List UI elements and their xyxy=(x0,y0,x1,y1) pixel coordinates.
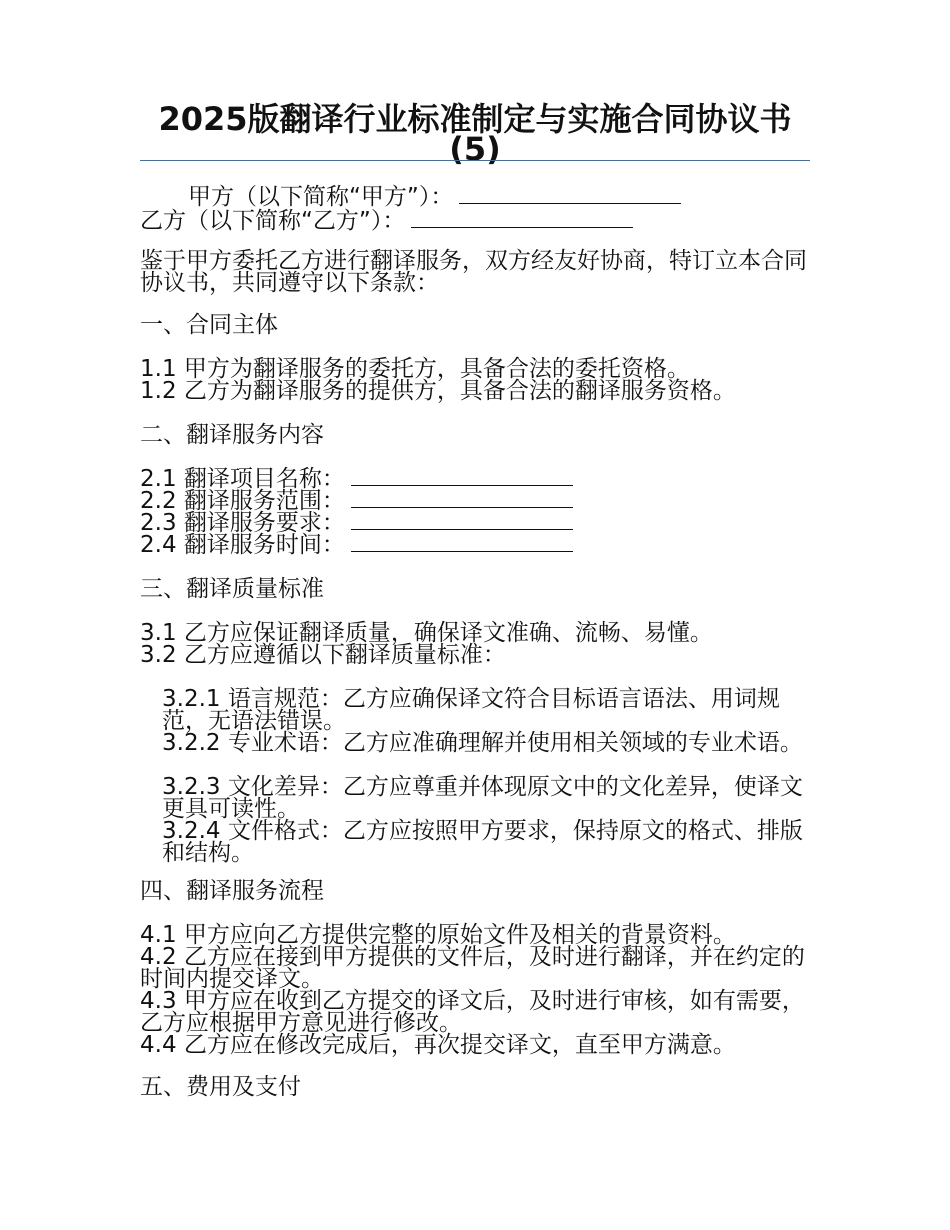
section-2-heading: 二、翻译服务内容 xyxy=(140,422,324,448)
clause-3-2: 3.2 乙方应遵循以下翻译质量标准： xyxy=(140,642,506,668)
clause-3-2-1: 3.2.1 语言规范：乙方应确保译文符合目标语言语法、用词规范，无语法错误。 xyxy=(162,686,780,734)
clause-2-2-label: 2.2 翻译服务范围： xyxy=(140,488,345,514)
clause-2-4-blank xyxy=(351,537,573,552)
clause-3-2-4: 3.2.4 文件格式：乙方应按照甲方要求，保持原文的格式、排版和结构。 xyxy=(162,818,803,866)
clause-2-1-label: 2.1 翻译项目名称： xyxy=(140,466,345,492)
party-b-label: 乙方（以下简称“乙方”）： xyxy=(140,208,406,234)
clause-1-2: 1.2 乙方为翻译服务的提供方，具备合法的翻译服务资格。 xyxy=(140,378,736,404)
clause-2-3 xyxy=(140,512,812,534)
clause-2-3-label: 2.3 翻译服务要求： xyxy=(140,510,345,536)
clause-2-3-blank xyxy=(351,515,573,530)
clause-1-1: 1.1 甲方为翻译服务的委托方，具备合法的委托资格。 xyxy=(140,356,690,382)
intro-paragraph: 鉴于甲方委托乙方进行翻译服务，双方经友好协商，特订立本合同协议书，共同遵守以下条款： xyxy=(140,248,807,296)
clause-2-2-blank xyxy=(351,493,573,508)
clause-4-1: 4.1 甲方应向乙方提供完整的原始文件及相关的背景资料。 xyxy=(140,922,736,948)
section-5-heading: 五、费用及支付 xyxy=(140,1074,301,1100)
clause-2-4-label: 2.4 翻译服务时间： xyxy=(140,532,345,558)
clause-2-1 xyxy=(140,468,812,490)
party-a-label: 甲方（以下简称“甲方”）： xyxy=(188,184,454,210)
party-a-line xyxy=(140,186,812,208)
party-b-blank xyxy=(411,213,633,228)
clause-3-1: 3.1 乙方应保证翻译质量，确保译文准确、流畅、易懂。 xyxy=(140,620,713,646)
section-3-heading: 三、翻译质量标准 xyxy=(140,576,324,602)
clause-2-1-blank xyxy=(351,471,573,486)
section-4-heading: 四、翻译服务流程 xyxy=(140,878,324,904)
party-b-line xyxy=(140,210,812,232)
document-title: 2025版翻译行业标准制定与实施合同协议书(5) xyxy=(158,100,792,168)
section-1-heading: 一、合同主体 xyxy=(140,312,278,338)
clause-3-2-2: 3.2.2 专业术语：乙方应准确理解并使用相关领域的专业术语。 xyxy=(162,730,803,756)
clause-3-2-3: 3.2.3 文化差异：乙方应尊重并体现原文中的文化差异，使译文更具可读性。 xyxy=(162,774,803,822)
clause-4-3: 4.3 甲方应在收到乙方提交的译文后，及时进行审核，如有需要，乙方应根据甲方意见进行修改。 xyxy=(140,988,805,1036)
clause-4-4: 4.4 乙方应在修改完成后，再次提交译文，直至甲方满意。 xyxy=(140,1032,736,1058)
clause-2-4 xyxy=(140,534,812,556)
clause-4-2: 4.2 乙方应在接到甲方提供的文件后，及时进行翻译，并在约定的时间内提交译文。 xyxy=(140,944,805,992)
title-divider xyxy=(140,160,810,161)
party-a-blank xyxy=(459,189,681,204)
clause-2-2 xyxy=(140,490,812,512)
